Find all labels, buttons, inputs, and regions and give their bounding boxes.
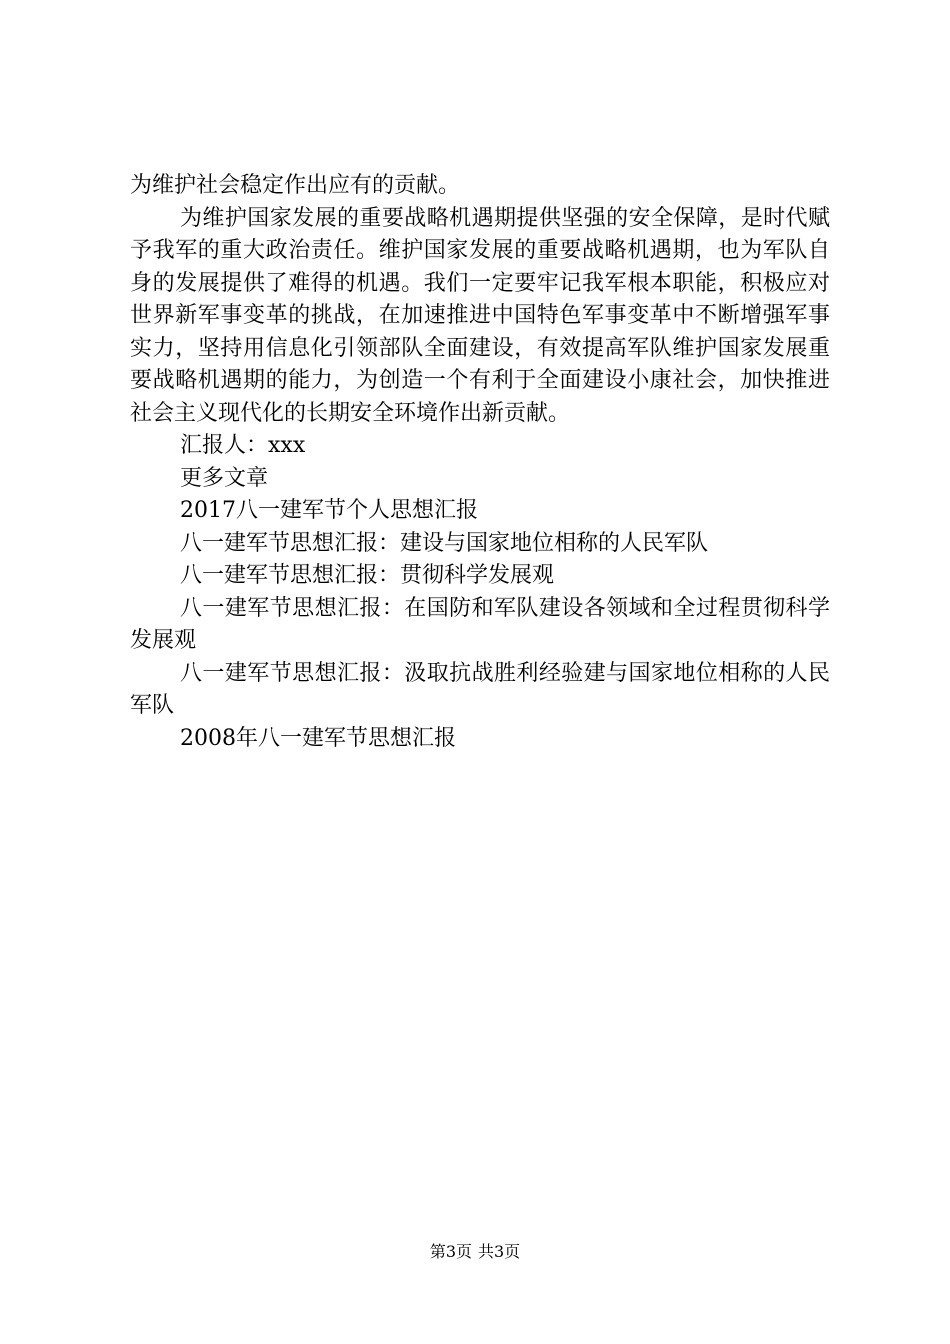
more-articles-heading: 更多文章 [180,465,269,491]
article-link[interactable]: 八一建军节思想汇报：汲取抗战胜利经验建与国家地位相称的人民军队 [130,660,830,718]
paragraph-main: 为维护国家发展的重要战略机遇期提供坚强的安全保障，是时代赋予我军的重大政治责任。维护国家发展的重要战略机遇期，也为军队自身的发展提供了难得的机遇。我们一定要牢记我军根本职能，积极应对世界新军事变革的挑战，在加速推进中国特色军事变革中不断增强军事实力，坚持用信息化引领部队全面建设，有效提高军队维护国家发展重要战略机遇期的能力，为创造一个有利于全面建设小康社会，加快推进社会主义现代化的长期安全环境作出新贡献。 [130,205,830,426]
document-body [130,170,830,755]
article-link[interactable]: 2008年八一建军节思想汇报 [180,725,456,751]
page-number-current: 第3页 [429,1242,472,1261]
page-footer [0,1242,950,1262]
page-number-total: 共3页 [478,1242,521,1261]
reporter-line: 汇报人：xxx [180,433,306,458]
article-link[interactable]: 八一建军节思想汇报：贯彻科学发展观 [180,563,555,588]
article-link[interactable]: 2017八一建军节个人思想汇报 [180,498,478,523]
paragraph-continuation: 为维护社会稳定作出应有的贡献。 [130,173,461,198]
article-link[interactable]: 八一建军节思想汇报：建设与国家地位相称的人民军队 [180,530,709,556]
article-link[interactable]: 八一建军节思想汇报：在国防和军队建设各领域和全过程贯彻科学发展观 [130,595,830,653]
